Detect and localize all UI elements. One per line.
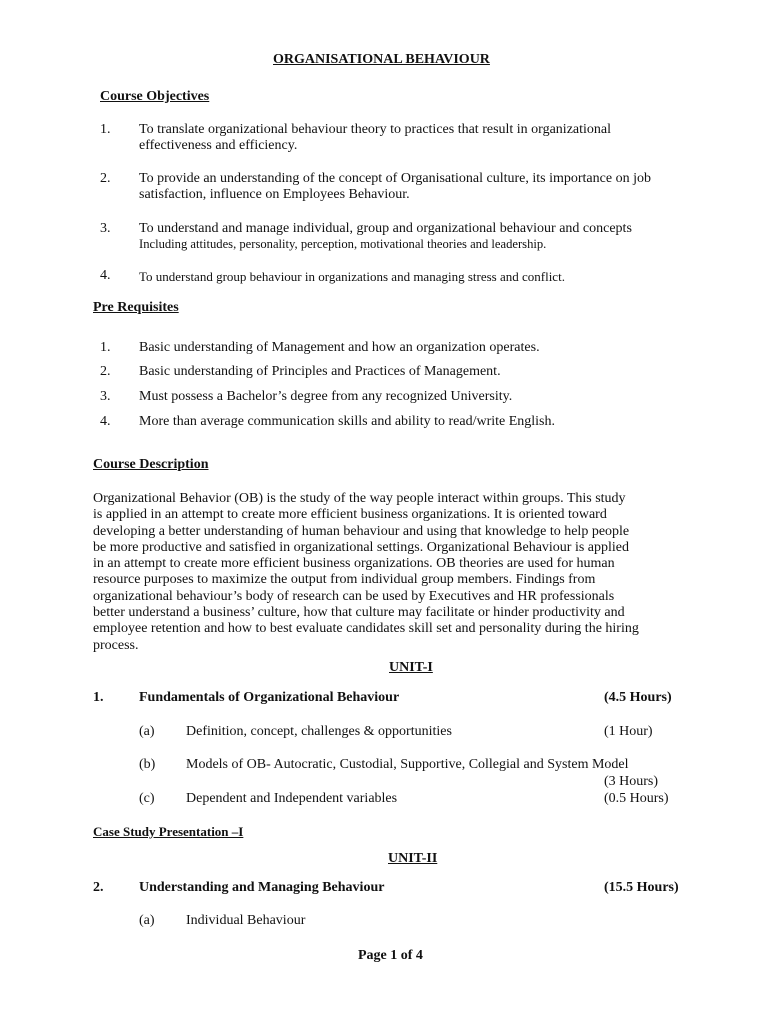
prerequisite-number: 3.	[100, 389, 111, 404]
unit-1-sub-text: Dependent and Independent variables	[186, 791, 398, 806]
page-number-footer: Page 1 of 4	[358, 948, 423, 963]
unit-1-sub-hours: (3 Hours)	[604, 774, 659, 789]
unit-1-hours: (4.5 Hours)	[604, 690, 672, 705]
objective-number: 1.	[100, 122, 111, 137]
unit-1-number: 1.	[93, 690, 104, 705]
unit-1-heading: UNIT-I	[389, 660, 433, 675]
unit-2-title: Understanding and Managing Behaviour	[139, 880, 385, 895]
description-line: is applied in an attempt to create more efficient business organizations. It is oriented toward	[93, 507, 607, 523]
unit-1-sub-label: (c)	[139, 791, 155, 806]
unit-1-sub-hours: (0.5 Hours)	[604, 791, 669, 806]
objective-text-line: effectiveness and efficiency.	[139, 138, 298, 153]
unit-1-sub-label: (a)	[139, 724, 155, 739]
objective-text-line: Including attitudes, personality, perception, motivational theories and leadership.	[139, 237, 547, 251]
prerequisite-text: Basic understanding of Management and how an organization operates.	[139, 340, 540, 355]
description-line: Organizational Behavior (OB) is the study of the way people interact within groups. This study	[93, 491, 626, 506]
prerequisite-number: 2.	[100, 364, 111, 379]
case-study-heading: Case Study Presentation –I	[93, 824, 244, 839]
description-line: be more productive and satisfied in organizational settings. Organizational Behaviour is applied	[93, 539, 630, 555]
unit-1-sub-label: (b)	[139, 757, 156, 772]
objective-text-line: satisfaction, influence on Employees Behaviour.	[139, 187, 410, 202]
objective-number: 3.	[100, 221, 111, 236]
objective-text-line: To understand group behaviour in organizations and managing stress and conflict.	[139, 269, 565, 284]
description-line: organizational behaviour’s body of research can be used by Executives and HR professionals	[93, 588, 615, 604]
objective-text-line: To provide an understanding of the concept of Organisational culture, its importance on job	[139, 171, 651, 186]
description-line: employee retention and how to best evaluate candidates skill set and personality during the hiring	[93, 621, 639, 637]
unit-1-sub-hours: (1 Hour)	[604, 724, 653, 739]
description-line: resource purposes to maximize the output from individual group members. Findings from	[93, 572, 596, 588]
unit-1-sub-text: Definition, concept, challenges & opportunities	[186, 724, 452, 739]
description-line: in an attempt to create more efficient business organizations. OB theories are used for human	[93, 556, 615, 572]
unit-2-heading: UNIT-II	[388, 851, 438, 866]
prerequisite-text: Basic understanding of Principles and Practices of Management.	[139, 364, 501, 379]
description-line: process.	[93, 637, 139, 653]
unit-1-title: Fundamentals of Organizational Behaviour	[139, 690, 400, 705]
unit-2-sub-label: (a)	[139, 913, 155, 928]
objective-text-line: To understand and manage individual, group and organizational behaviour and concepts	[139, 221, 632, 236]
prerequisites-heading: Pre Requisites	[93, 300, 179, 315]
prerequisite-text: More than average communication skills and ability to read/write English.	[139, 414, 556, 429]
objective-number: 2.	[100, 171, 111, 186]
objective-text-line: To translate organizational behaviour theory to practices that result in organizational	[139, 122, 612, 137]
unit-2-number: 2.	[93, 880, 104, 895]
prerequisite-number: 4.	[100, 414, 111, 429]
unit-1-sub-text: Models of OB- Autocratic, Custodial, Supportive, Collegial and System Model	[186, 757, 629, 772]
unit-2-hours: (15.5 Hours)	[604, 880, 679, 895]
prerequisite-text: Must possess a Bachelor’s degree from any recognized University.	[139, 389, 513, 404]
document-title: ORGANISATIONAL BEHAVIOUR	[273, 52, 490, 67]
objectives-heading: Course Objectives	[100, 89, 210, 104]
unit-2-sub-text: Individual Behaviour	[186, 913, 306, 928]
description-line: developing a better understanding of human behaviour and using that knowledge to help people	[93, 523, 630, 539]
description-paragraph	[93, 491, 708, 654]
objective-number: 4.	[100, 268, 111, 283]
prerequisite-number: 1.	[100, 340, 111, 355]
description-heading: Course Description	[93, 457, 209, 472]
description-line: better understand a business’ culture, how that culture may facilitate or hinder productivity and	[93, 605, 625, 621]
